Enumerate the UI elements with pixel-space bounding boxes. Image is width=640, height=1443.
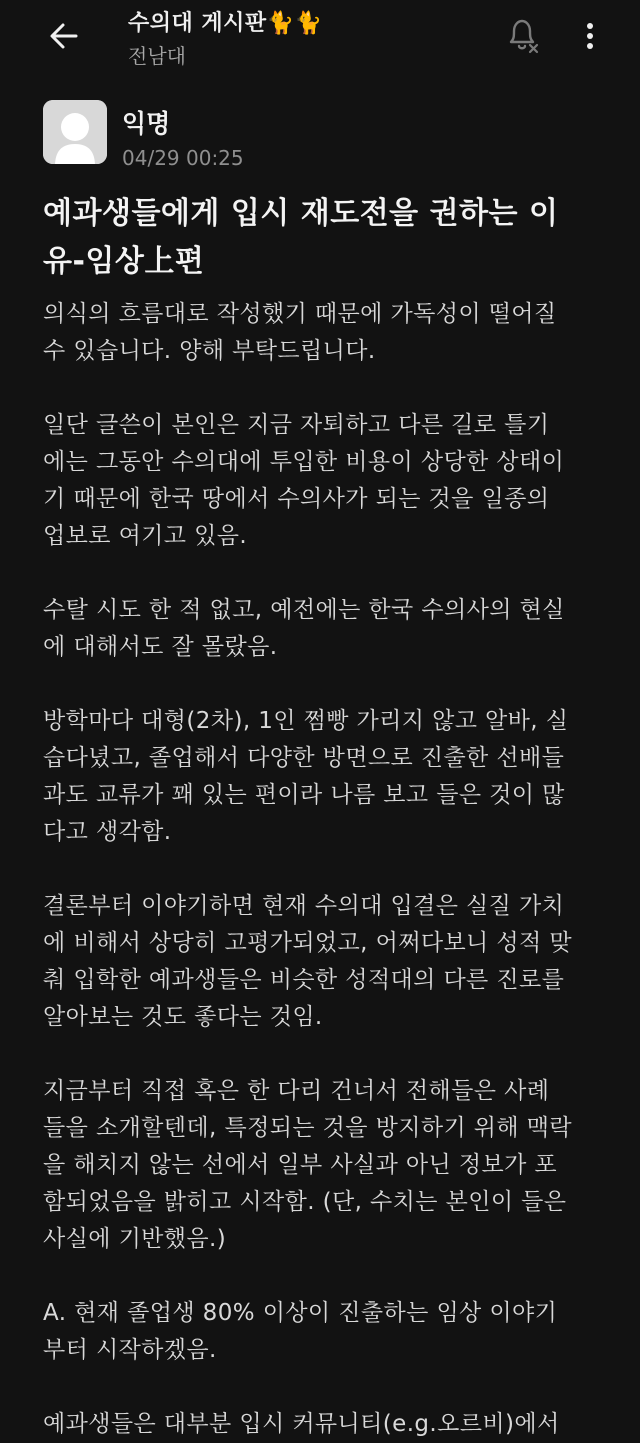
post-datetime: 04/29 00:25 xyxy=(122,146,244,170)
app-header xyxy=(0,0,640,80)
post-title: 예과생들에게 입시 재도전을 권하는 이 유-임상上편 xyxy=(43,196,559,279)
bell-off-icon xyxy=(500,12,544,56)
school-name: 전남대 xyxy=(128,44,186,68)
more-vertical-icon xyxy=(574,14,606,58)
back-button[interactable] xyxy=(44,16,84,56)
board-title: 수의대 게시판🐈🐈 xyxy=(128,11,323,36)
notification-toggle-button[interactable] xyxy=(500,12,544,56)
post-body: 의식의 흐름대로 작성했기 때문에 가독성이 떨어질 수 있습니다. 양해 부탁드립니다. 일단 글쓴이 본인은 지금 자퇴하고 다른 길로 틀기 에는 그동안 수의대에 투입한 비용이 상당한 상태이 기 때문에 한국 땅에서 수의사가 되는 것을 일종의 업보로 여기고 있음. 수탈 시도 한 적 없고, 예전에는 한국 수의사의 현실 에 대해서도 잘 몰랐음. 방학마다 대형(2차), 1인 쩜빵 가리지 않고 알바, 실 습다녔고, 졸업해서 다양한 방면으로 진출한 선배들 과도 교류가 꽤 있는 편이라 나름 보고 들은 것이 많 다고 생각함. 결론부터 이야기하면 현재 수의대 입결은 실질 가치 에 비해서 상당히 고평가되었고, 어쩌다보니 성적 맞 춰 입학한 예과생들은 비슷한 성적대의 다른 진로를 알아보는 것도 좋다는 것임. 지금부터 직접 혹은 한 다리 건너서 전해들은 사례 들을 소개할텐데, 특정되는 것을 방지하기 위해 맥락 을 해치지 않는 선에서 일부 사실과 아닌 정보가 포 함되었음을 밝히고 시작함. (단, 수치는 본인이 들은 사실에 기반했음.) A. 현재 졸업생 80% 이상이 진출하는 임상 이야기 부터 시작하겠음. 예과생들은 대부분 입시 커뮤니티(e.g.오르비)에서 xyxy=(43,301,572,1437)
more-options-button[interactable] xyxy=(574,14,606,58)
avatar xyxy=(43,100,107,164)
author-name: 익명 xyxy=(122,109,171,138)
arrow-left-icon xyxy=(44,16,84,56)
user-placeholder-icon xyxy=(43,100,107,164)
